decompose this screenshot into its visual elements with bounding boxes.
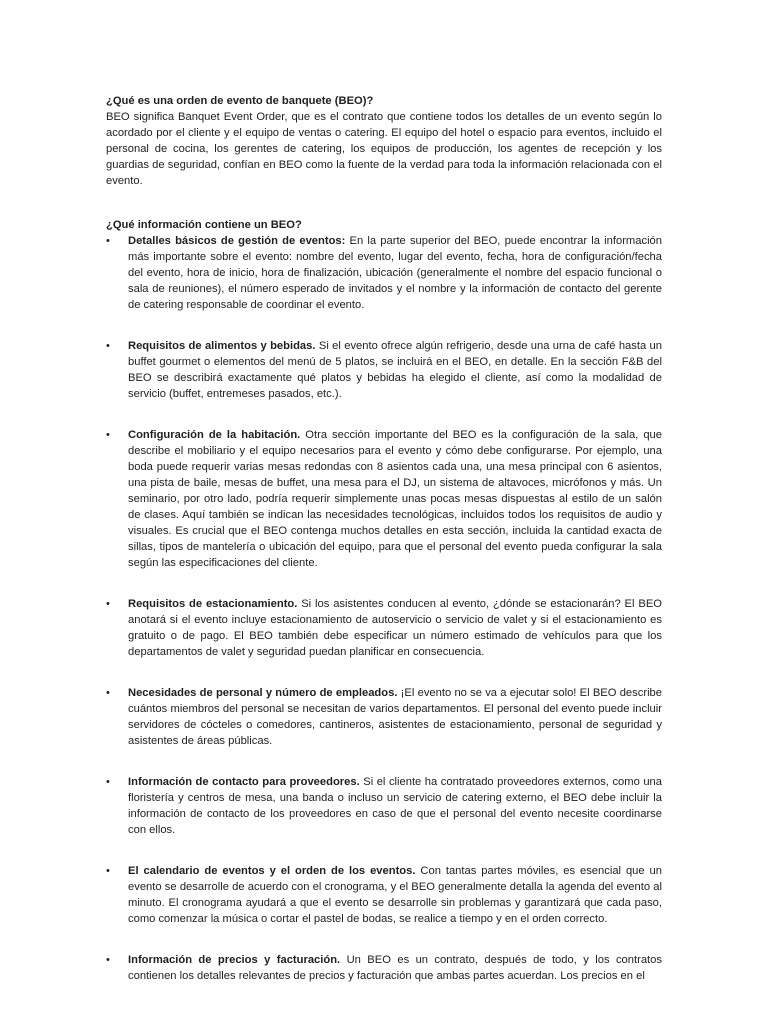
list-item-term: Información de precios y facturación. bbox=[128, 954, 341, 966]
beo-contents-list bbox=[106, 233, 662, 984]
list-item-text: Si el cliente ha contratado proveedores externos, como una floristería y centros de mesa, una banda o incluso un servicio de catering externo, el BEO debe incluir la información de contacto de los proveedores en caso de que el personal del evento necesite coordinarse con ellos. bbox=[128, 776, 662, 836]
list-item-text: Si el evento ofrece algún refrigerio, desde una urna de café hasta un buffet gourmet o elementos del menú de 5 platos, se incluirá en el BEO, en detalle. En la sección F&B del BEO se describirá exactamente qué platos y bebidas ha elegido el cliente, así como la modalidad de servicio (buffet, entremeses pasados, etc.). bbox=[128, 340, 663, 400]
list-item-term: Requisitos de alimentos y bebidas. bbox=[128, 340, 316, 352]
list-item-term: Requisitos de estacionamiento. bbox=[128, 598, 298, 610]
list-item-text: Un BEO es un contrato, después de todo, y los contratos contienen los detalles relevantes de precios y facturación que ambas partes acuerdan. Los precios en el bbox=[128, 954, 662, 982]
list-item bbox=[106, 952, 662, 984]
list-item-text: Otra sección importante del BEO es la configuración de la sala, que describe el mobiliario y el equipo necesarios para el evento y cómo debe configurarse. Por ejemplo, una boda puede requerir varias mesas redondas con 8 asientos cada una, una mesa principal con 6 asientos, una pista de baile, mesas de buffet, una mesa para el DJ, un sistema de altavoces, micrófonos y más. Un seminario, por otro lado, podría requerir simplemente unas pocas mesas dispuestas al estilo de un salón de clases. Aquí también se indican las necesidades tecnológicas, incluidos todos los requisitos de audio y visuales. Es crucial que el BEO contenga muchos detalles en esta sección, incluida la cantidad exacta de sillas, tipos de mantelería o ubicación del equipo, para que el personal del evento pueda configurar la sala según las especificaciones del cliente. bbox=[128, 429, 662, 569]
section-heading-what-is-beo: ¿Qué es una orden de evento de banquete (BEO)? bbox=[106, 95, 374, 107]
list-item bbox=[106, 427, 662, 571]
list-item-term: Detalles básicos de gestión de eventos: bbox=[128, 235, 346, 247]
list-item bbox=[106, 863, 662, 927]
bullet-icon: • bbox=[106, 235, 110, 247]
list-item bbox=[106, 774, 662, 838]
section-heading-beo-contents: ¿Qué información contiene un BEO? bbox=[106, 219, 302, 231]
list-item bbox=[106, 338, 662, 402]
list-item-text: En la parte superior del BEO, puede encontrar la información más importante sobre el evento: nombre del evento, lugar del evento, fecha, hora de configuración/fecha del evento, hora de inicio, hora de finalización, ubicación (generalmente el nombre del espacio funcional o sala de reuniones), el número esperado de invitados y el nombre y la información de contacto del gerente de catering responsable de coordinar el evento. bbox=[128, 235, 662, 311]
bullet-icon: • bbox=[106, 954, 110, 966]
bullet-icon: • bbox=[106, 687, 110, 699]
section-body-what-is-beo: BEO significa Banquet Event Order, que es el contrato que contiene todos los detalles de un evento según lo acordado por el cliente y el equipo de ventas o catering. El equipo del hotel o espacio para eventos, incluido el personal de cocina, los gerentes de catering, los equipos de producción, los agentes de recepción y los guardias de seguridad, confían en BEO como la fuente de la verdad para toda la información relacionada con el evento. bbox=[106, 111, 662, 187]
bullet-icon: • bbox=[106, 340, 110, 352]
bullet-icon: • bbox=[106, 776, 110, 788]
list-item-term: Configuración de la habitación. bbox=[128, 429, 301, 441]
bullet-icon: • bbox=[106, 429, 110, 441]
document-page bbox=[106, 93, 662, 984]
list-item bbox=[106, 685, 662, 749]
list-item-text: Con tantas partes móviles, es esencial que un evento se desarrolle de acuerdo con el cronograma, y el BEO generalmente detalla la agenda del evento al minuto. El cronograma ayudará a que el evento se desarrolle sin problemas y garantizará que cada paso, como comenzar la música o cortar el pastel de bodas, se realice a tiempo y en el orden correcto. bbox=[128, 865, 662, 925]
list-item bbox=[106, 233, 662, 313]
list-item-text: ¡El evento no se va a ejecutar solo! El BEO describe cuántos miembros del personal se necesitan de varios departamentos. El personal del evento puede incluir servidores de cócteles o comedores, cantineros, asistentes de estacionamiento, personal de seguridad y asistentes de áreas públicas. bbox=[128, 687, 662, 747]
list-item-term: Necesidades de personal y número de empleados. bbox=[128, 687, 398, 699]
list-item bbox=[106, 596, 662, 660]
bullet-icon: • bbox=[106, 865, 110, 877]
list-item-term: Información de contacto para proveedores. bbox=[128, 776, 360, 788]
bullet-icon: • bbox=[106, 598, 110, 610]
list-item-term: El calendario de eventos y el orden de los eventos. bbox=[128, 865, 416, 877]
spacer bbox=[106, 189, 662, 217]
list-item-text: Si los asistentes conducen al evento, ¿dónde se estacionarán? El BEO anotará si el evento incluye estacionamiento de autoservicio o servicio de valet y si el estacionamiento es gratuito o de pago. El BEO también debe especificar un número estimado de vehículos para que los departamentos de valet y seguridad puedan planificar en consecuencia. bbox=[128, 598, 662, 658]
